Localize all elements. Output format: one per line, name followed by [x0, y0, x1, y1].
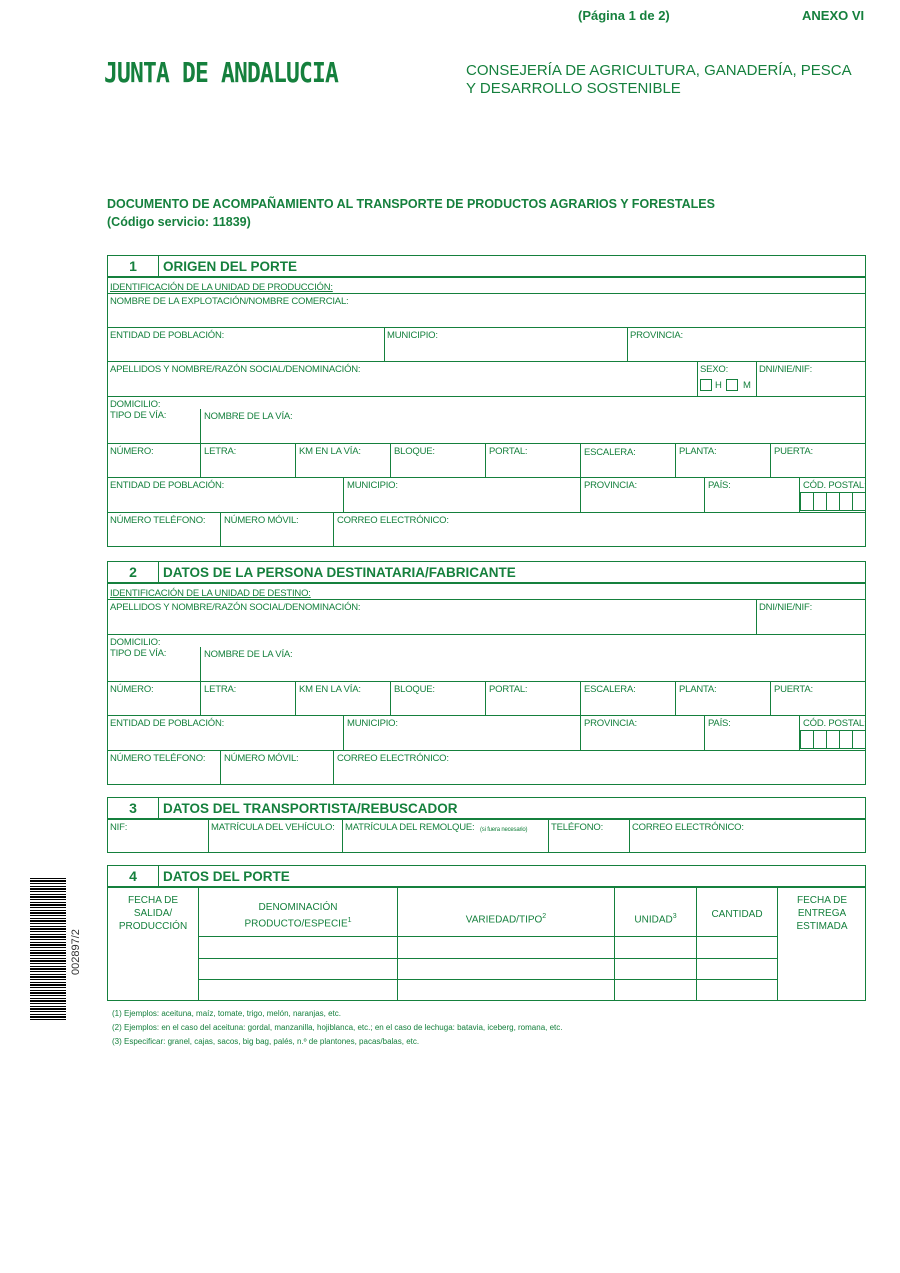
s2-road-type-label: TIPO DE VÍA:: [110, 648, 167, 659]
col-unit-footnote-ref: 3: [672, 913, 677, 920]
s2-number-label: NÚMERO:: [110, 684, 154, 695]
s1-km-label: KM EN LA VÍA:: [299, 446, 361, 457]
s1-mobile-label: NÚMERO MÓVIL:: [224, 515, 299, 526]
section-1-title: ORIGEN DEL PORTE: [163, 259, 298, 274]
s1-floor-label: PLANTA:: [679, 446, 717, 457]
section-2-header: [107, 561, 866, 583]
s2-dni-label: DNI/NIE/NIF:: [759, 602, 813, 613]
s2-letter-label: LETRA:: [204, 684, 237, 695]
sex-m-checkbox[interactable]: [726, 379, 738, 391]
section-1-number: 1: [108, 256, 159, 276]
s1-entity-label: ENTIDAD DE POBLACIÓN:: [110, 330, 225, 341]
footnote-1: (1) Ejemplos: aceituna, maíz, tomate, trigo, melón, naranjas, etc.: [112, 1009, 341, 1018]
s1-sex-label: SEXO:: [700, 364, 729, 375]
s2-zip-label: CÓD. POSTAL:: [803, 718, 867, 729]
s1-address-label: DOMICILIO:: [110, 399, 161, 410]
s1-phone-label: NÚMERO TELÉFONO:: [110, 515, 206, 526]
annex-label: ANEXO VI: [802, 8, 865, 23]
barcode-number: 002897/2: [70, 929, 82, 975]
s1-country-label: PAÍS:: [708, 480, 731, 491]
section-3-title: DATOS DEL TRANSPORTISTA/REBUSCADOR: [163, 801, 458, 816]
section-2-title: DATOS DE LA PERSONA DESTINATARIA/FABRICANTE: [163, 565, 516, 580]
s3-trailer-label: MATRÍCULA DEL REMOLQUE:: [345, 822, 475, 833]
s1-province-label: PROVINCIA:: [630, 330, 683, 341]
section-3-number: 3: [108, 798, 159, 818]
col-date-header: FECHA DE SALIDA/ PRODUCCIÓN: [118, 895, 188, 932]
s3-nif-label: NIF:: [110, 822, 128, 833]
s3-phone-label: TELÉFONO:: [551, 822, 604, 833]
s1-door-label: PUERTA:: [774, 446, 813, 457]
s2-zip-boxes[interactable]: [800, 730, 866, 749]
service-code: (Código servicio: 11839): [107, 215, 251, 229]
s1-email-label: CORREO ELECTRÓNICO:: [337, 515, 449, 526]
section-4-header: [107, 865, 866, 887]
s2-entity-label: ENTIDAD DE POBLACIÓN:: [110, 718, 225, 729]
department-line-1: CONSEJERÍA DE AGRICULTURA, GANADERÍA, PESCA: [466, 62, 852, 79]
col-unit-header: [615, 910, 696, 926]
col-product-footnote-ref: 1: [347, 917, 352, 924]
document-title: [107, 195, 715, 231]
s1-zip-boxes[interactable]: [800, 492, 866, 511]
section-3-header: [107, 797, 866, 819]
s2-door-label: PUERTA:: [774, 684, 813, 695]
s1-road-name-label: NOMBRE DE LA VÍA:: [204, 411, 293, 422]
s2-id-unit-label: IDENTIFICACIÓN DE LA UNIDAD DE DESTINO:: [110, 588, 311, 599]
barcode: [30, 878, 66, 1020]
sex-h-checkbox[interactable]: [700, 379, 712, 391]
s1-zip-label: CÓD. POSTAL:: [803, 480, 867, 491]
s1-farm-name-label: NOMBRE DE LA EXPLOTACIÓN/NOMBRE COMERCIAL:: [110, 296, 349, 307]
s2-km-label: KM EN LA VÍA:: [299, 684, 361, 695]
footnote-3: (3) Especificar: granel, cajas, sacos, big bag, palés, n.º de plantones, pacas/balas, etc.: [112, 1037, 420, 1046]
section-4-title: DATOS DEL PORTE: [163, 869, 290, 884]
document-title-text: DOCUMENTO DE ACOMPAÑAMIENTO AL TRANSPORTE DE PRODUCTOS AGRARIOS Y FORESTALES: [107, 197, 715, 211]
department-name: [466, 62, 852, 98]
section-2-number: 2: [108, 562, 159, 582]
col-product-header: [230, 901, 366, 930]
s1-entity2-label: ENTIDAD DE POBLACIÓN:: [110, 480, 225, 491]
s2-portal-label: PORTAL:: [489, 684, 528, 695]
col-quantity-header: CANTIDAD: [711, 909, 763, 920]
s2-road-name-label: NOMBRE DE LA VÍA:: [204, 649, 293, 660]
s1-road-type-label: TIPO DE VÍA:: [110, 410, 167, 421]
s1-stair-label: ESCALERA:: [584, 447, 636, 458]
s2-stair-label: ESCALERA:: [584, 684, 636, 695]
s3-trailer-note: (si fuera necesario): [480, 827, 528, 833]
s2-name-label: APELLIDOS Y NOMBRE/RAZÓN SOCIAL/DENOMINACIÓN:: [110, 602, 361, 613]
s2-country-label: PAÍS:: [708, 718, 731, 729]
s1-municipality2-label: MUNICIPIO:: [347, 480, 398, 491]
s1-dni-label: DNI/NIE/NIF:: [759, 364, 813, 375]
s1-name-label: APELLIDOS Y NOMBRE/RAZÓN SOCIAL/DENOMINACIÓN:: [110, 364, 361, 375]
s1-number-label: NÚMERO:: [110, 446, 154, 457]
s1-block-label: BLOQUE:: [394, 446, 435, 457]
s1-id-unit-label: IDENTIFICACIÓN DE LA UNIDAD DE PRODUCCIÓN:: [110, 282, 333, 293]
col-variety-footnote-ref: 2: [542, 913, 547, 920]
col-unit-text: UNIDAD: [634, 914, 673, 926]
s3-vehicle-label: MATRÍCULA DEL VEHÍCULO:: [211, 822, 335, 833]
col-variety-text: VARIEDAD/TIPO: [465, 914, 543, 926]
col-delivery-header: FECHA DE ENTREGA ESTIMADA: [796, 895, 848, 932]
s1-portal-label: PORTAL:: [489, 446, 528, 457]
sex-m-label: M: [743, 380, 751, 391]
s3-email-label: CORREO ELECTRÓNICO:: [632, 822, 744, 833]
junta-logo: JUNTA DE ANDALUCIA: [104, 56, 339, 89]
s2-municipality-label: MUNICIPIO:: [347, 718, 398, 729]
s2-email-label: CORREO ELECTRÓNICO:: [337, 753, 449, 764]
s1-municipality-label: MUNICIPIO:: [387, 330, 438, 341]
page-number: (Página 1 de 2): [578, 8, 670, 23]
s2-mobile-label: NÚMERO MÓVIL:: [224, 753, 299, 764]
section-1-header: [107, 255, 866, 277]
s2-floor-label: PLANTA:: [679, 684, 717, 695]
section-4-table: [107, 887, 866, 1001]
col-product-text: DENOMINACIÓN PRODUCTO/ESPECIE: [244, 902, 348, 930]
section-4-number: 4: [108, 866, 159, 886]
s2-phone-label: NÚMERO TELÉFONO:: [110, 753, 206, 764]
s1-province2-label: PROVINCIA:: [584, 480, 637, 491]
col-variety-header: [398, 910, 614, 926]
s2-address-label: DOMICILIO:: [110, 637, 161, 648]
department-line-2: Y DESARROLLO SOSTENIBLE: [466, 80, 681, 97]
footnote-2: (2) Ejemplos: en el caso del aceituna: gordal, manzanilla, hojiblanca, etc.; en el caso de lechuga: batavia, iceberg, romana, etc.: [112, 1023, 563, 1032]
s1-letter-label: LETRA:: [204, 446, 237, 457]
sex-h-label: H: [715, 380, 722, 391]
s2-province-label: PROVINCIA:: [584, 718, 637, 729]
s2-block-label: BLOQUE:: [394, 684, 435, 695]
